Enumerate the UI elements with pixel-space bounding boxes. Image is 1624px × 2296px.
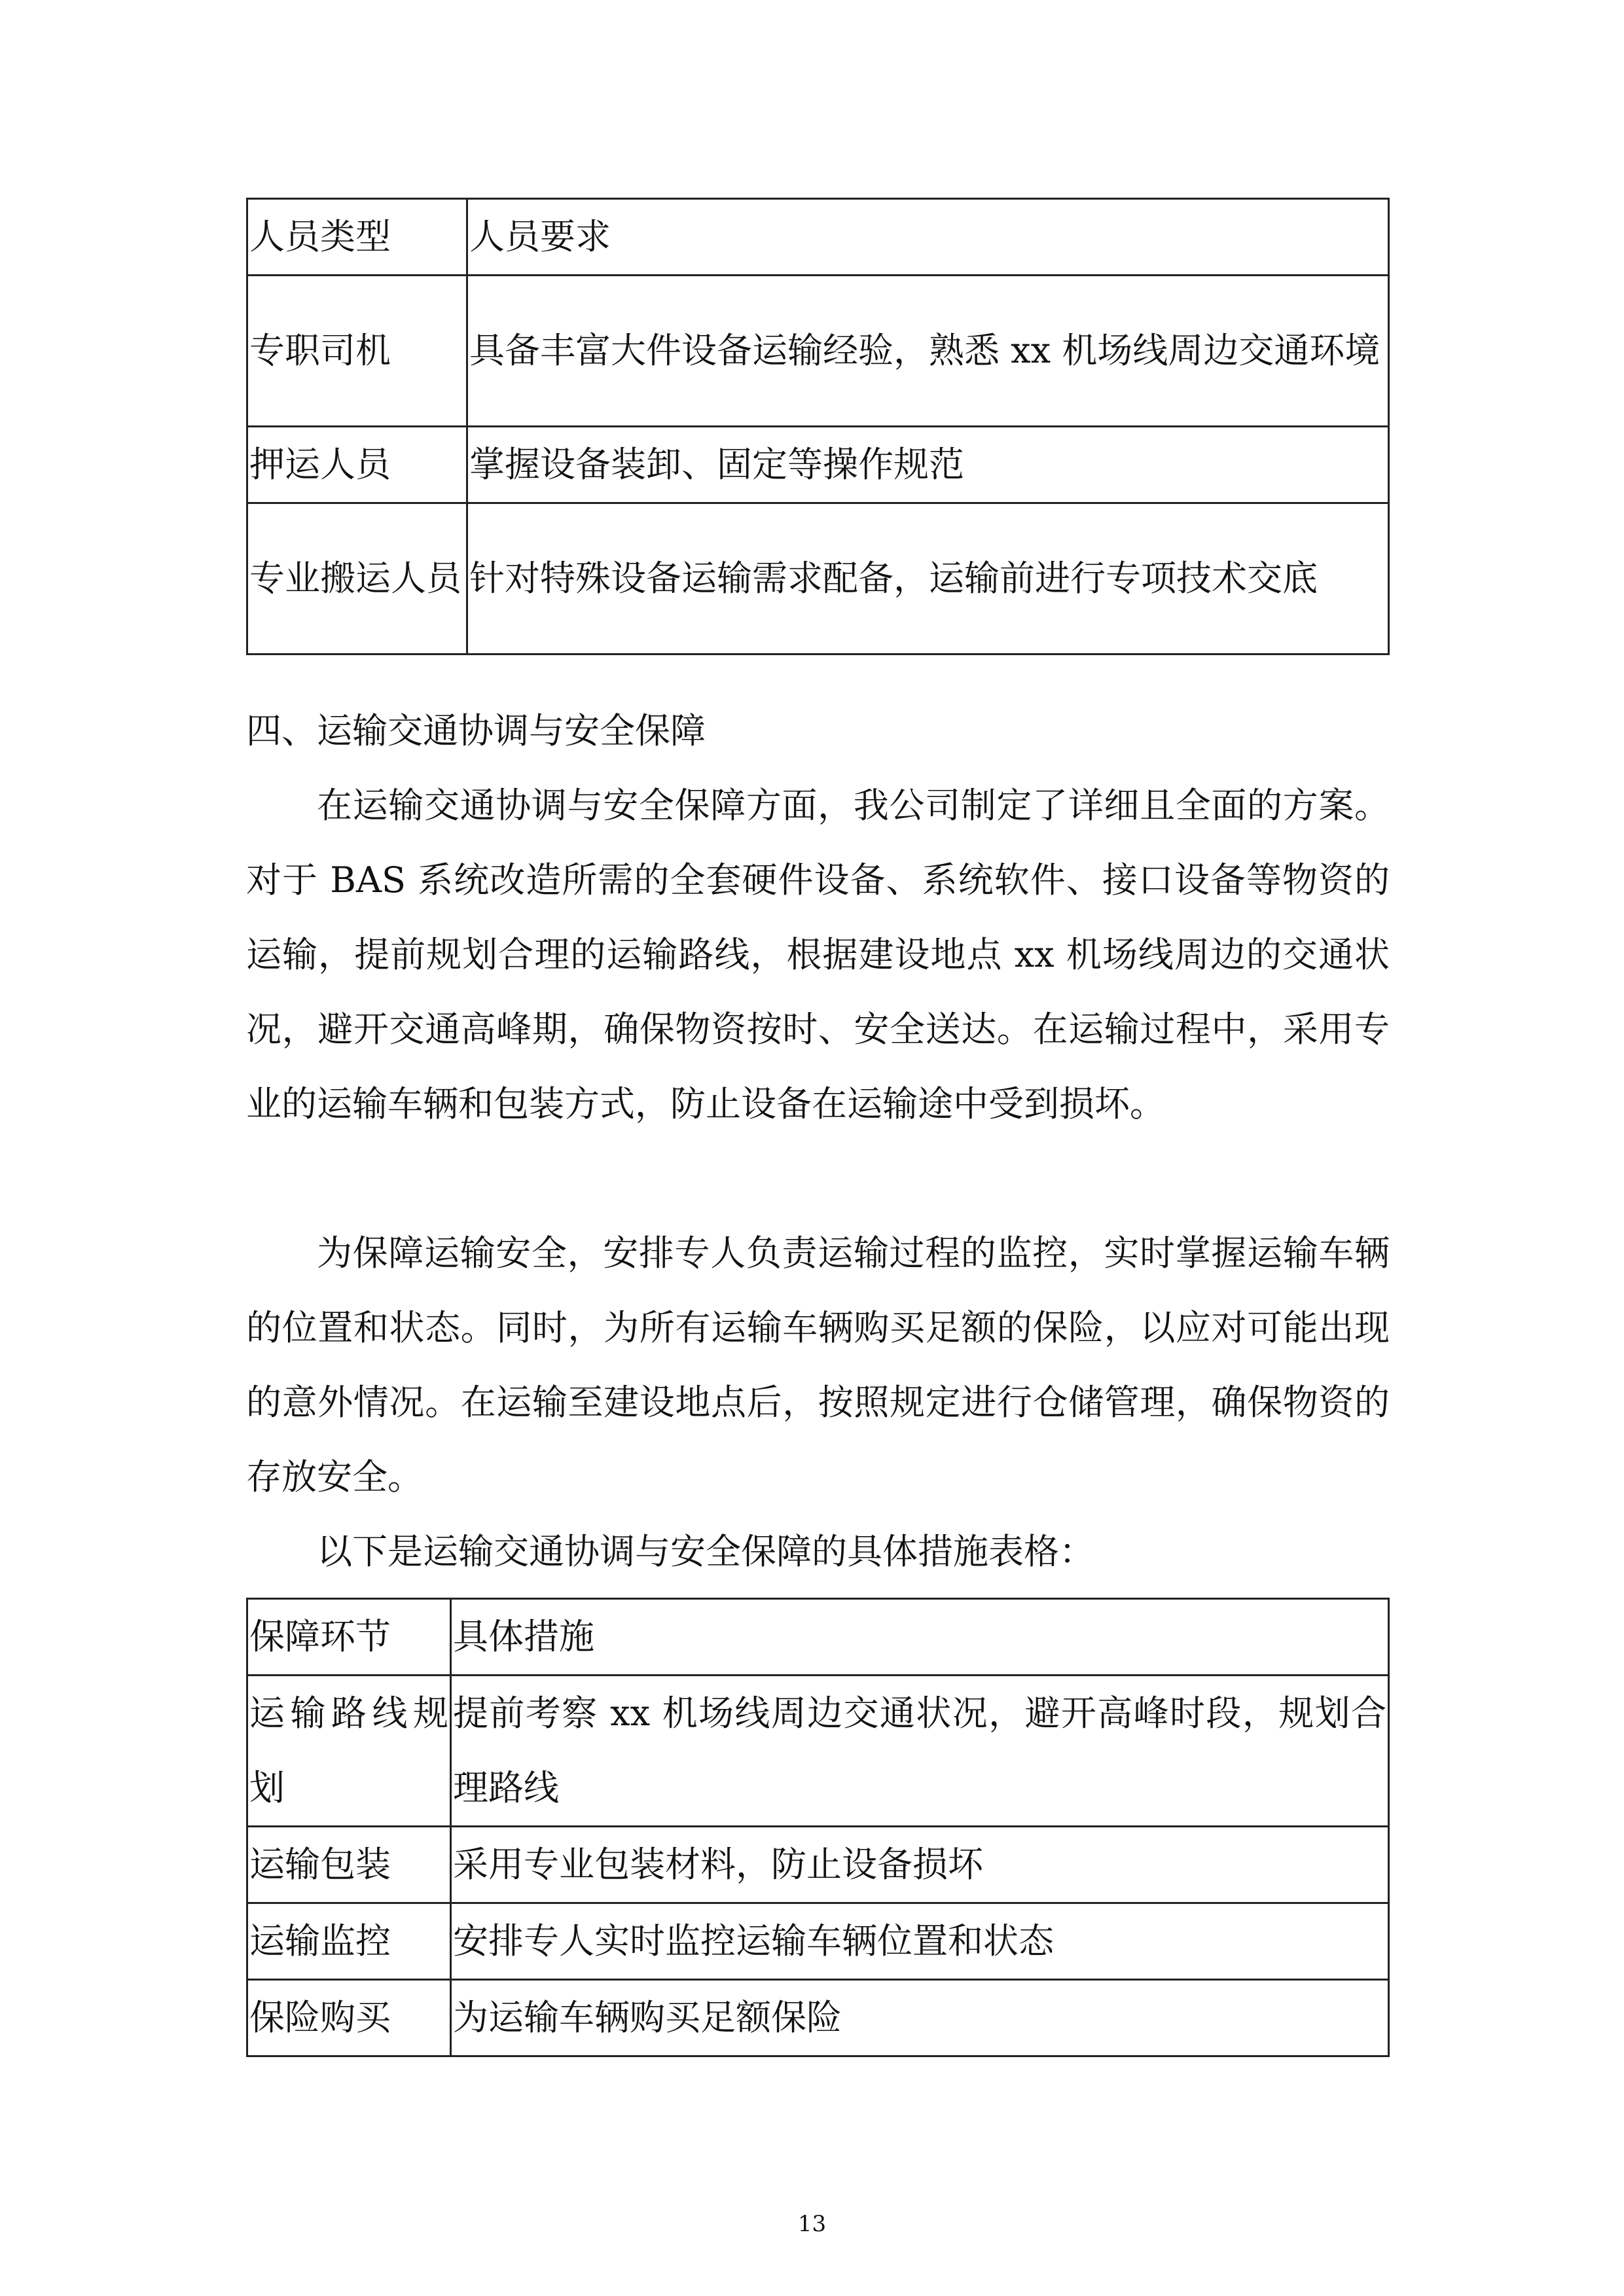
table-cell: 安排专人实时监控运输车辆位置和状态 <box>451 1903 1389 1980</box>
section-heading: 四、运输交通协调与安全保障 <box>246 710 706 751</box>
page-number: 13 <box>797 2211 827 2237</box>
table-cell: 专职司机 <box>247 276 467 427</box>
table-row <box>247 1903 1389 1980</box>
table-cell: 运输路线规划 <box>247 1676 451 1827</box>
table-cell: 专业搬运人员 <box>247 503 467 655</box>
body-paragraph: 为保障运输安全，安排专人负责运输过程的监控，实时掌握运输车辆的位置和状态。同时，为所有运输车辆购买足额的保险，以应对可能出现的意外情况。在运输至建设地点后，按照规定进行仓储管理，确保物资的存放安全。 <box>246 1232 1390 1498</box>
table-cell: 针对特殊设备运输需求配备，运输前进行专项技术交底 <box>467 503 1389 655</box>
table-header-cell: 人员类型 <box>247 199 467 276</box>
body-paragraph: 在运输交通协调与安全保障方面，我公司制定了详细且全面的方案。对于 BAS 系统改造所需的全套硬件设备、系统软件、接口设备等物资的运输，提前规划合理的运输路线，根据建设地点 xx 机场线周边的交通状况，避开交通高峰期，确保物资按时、安全送达。在运输过程中，采用专业的运输车辆和包装方式，防止设备在运输途中受到损坏。 <box>246 785 1390 1124</box>
safety-measures-table <box>246 1598 1390 2057</box>
table-cell: 为运输车辆购买足额保险 <box>451 1980 1389 2056</box>
table-cell: 掌握设备装卸、固定等操作规范 <box>467 427 1389 503</box>
table-cell: 提前考察 xx 机场线周边交通状况，避开高峰时段，规划合理路线 <box>451 1676 1389 1827</box>
table-row <box>247 1980 1389 2056</box>
personnel-requirements-table <box>246 198 1390 655</box>
table-header-cell: 人员要求 <box>467 199 1389 276</box>
table-header-row <box>247 199 1389 276</box>
table-header-cell: 具体措施 <box>451 1599 1389 1676</box>
table-cell: 运输监控 <box>247 1903 451 1980</box>
table-cell: 运输包装 <box>247 1827 451 1903</box>
table-row <box>247 427 1389 503</box>
table-row <box>247 1676 1389 1827</box>
table-cell: 具备丰富大件设备运输经验，熟悉 xx 机场线周边交通环境 <box>467 276 1389 427</box>
table-row <box>247 503 1389 655</box>
body-paragraph: 以下是运输交通协调与安全保障的具体措施表格： <box>317 1531 1094 1572</box>
table-header-cell: 保障环节 <box>247 1599 451 1676</box>
table-row <box>247 1827 1389 1903</box>
table-cell: 押运人员 <box>247 427 467 503</box>
table-row <box>247 276 1389 427</box>
table-cell: 保险购买 <box>247 1980 451 2056</box>
table-header-row <box>247 1599 1389 1676</box>
table-cell: 采用专业包装材料，防止设备损坏 <box>451 1827 1389 1903</box>
